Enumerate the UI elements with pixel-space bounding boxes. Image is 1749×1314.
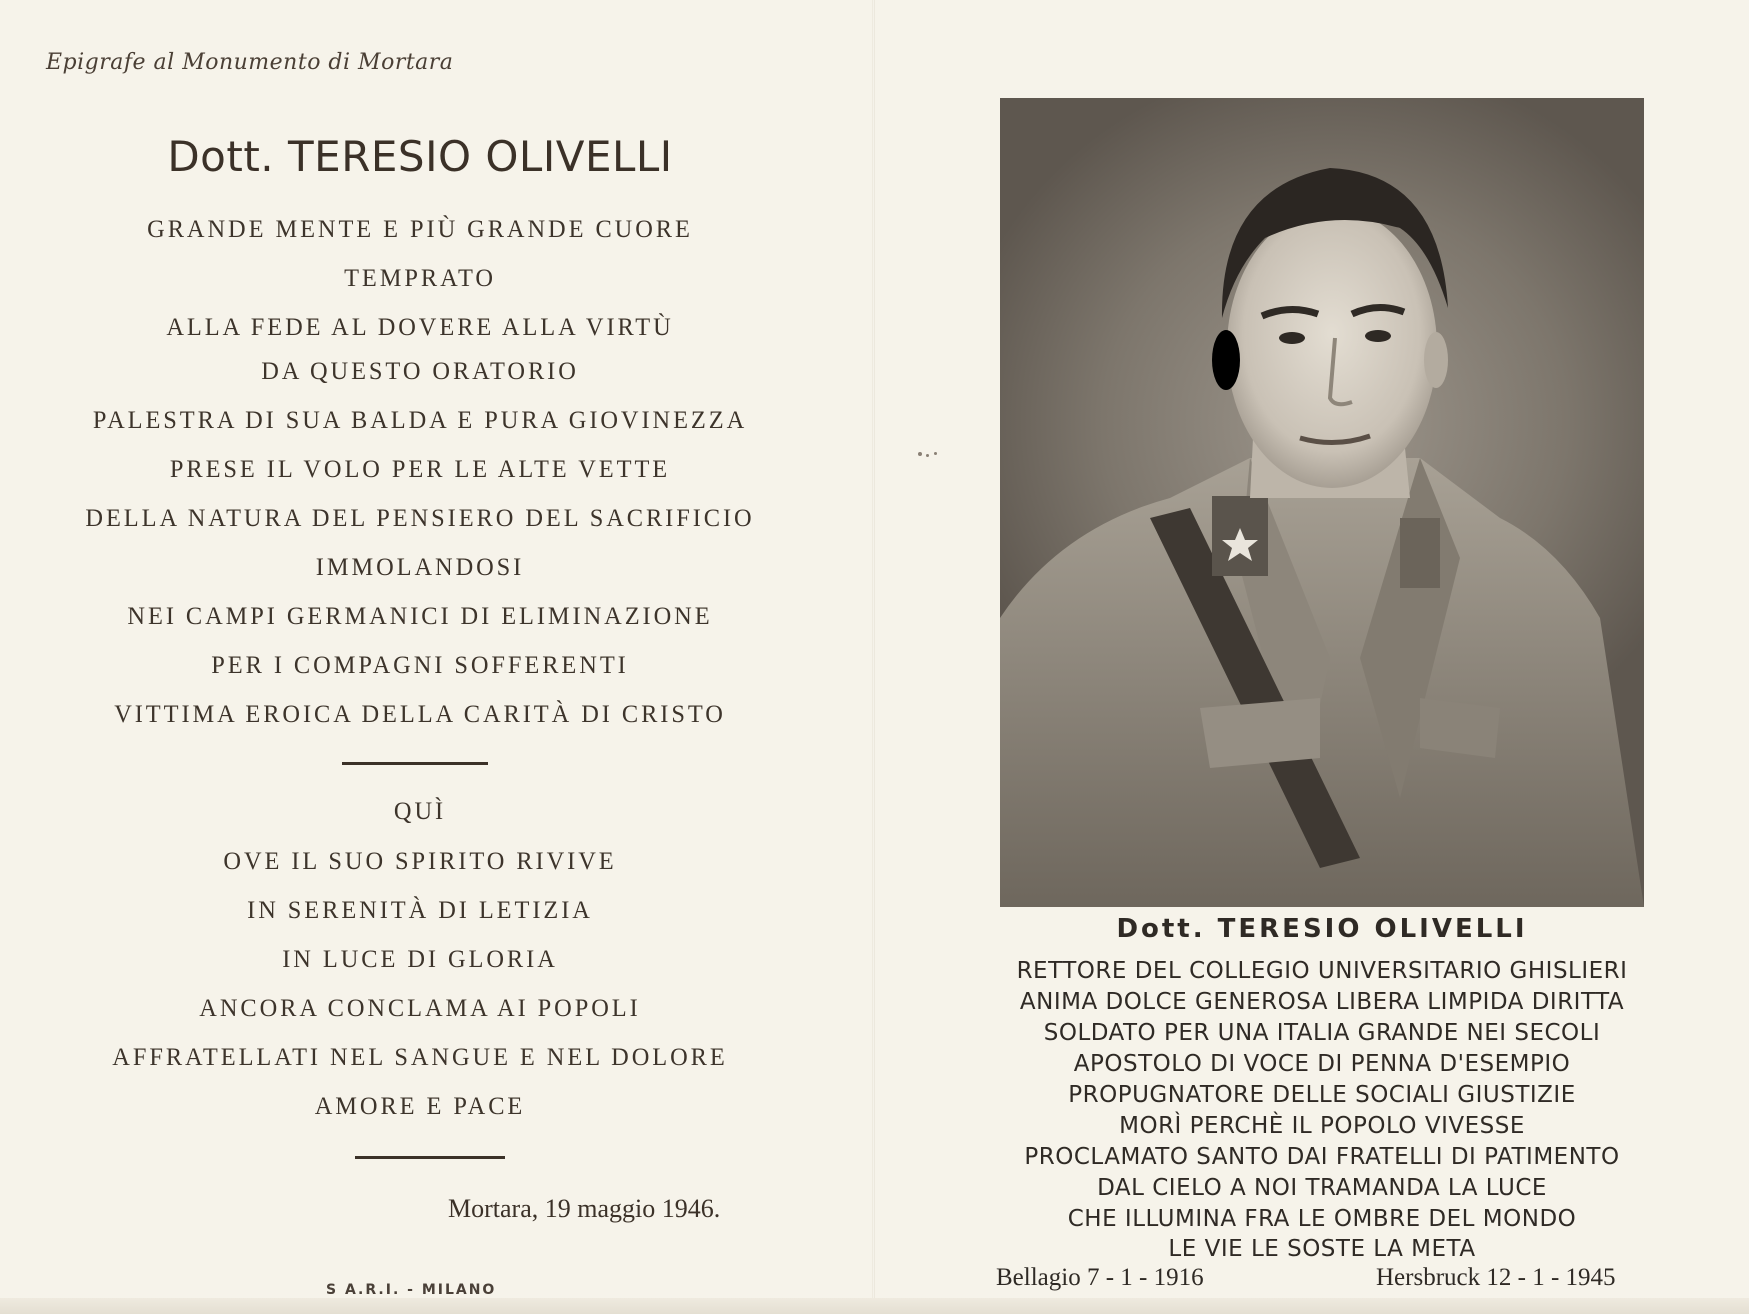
caption-line: MORÌ PERCHÈ IL POPOLO VIVESSE (1119, 1113, 1525, 1139)
verse-line: AMORE E PACE (314, 1093, 526, 1120)
death-place-date: Hersbruck 12 - 1 - 1945 (1376, 1264, 1616, 1291)
verse-line: IMMOLANDOSI (315, 554, 525, 581)
verse-line: ALLA FEDE AL DOVERE ALLA VIRTÙ (166, 314, 674, 341)
printer-mark: S A.R.I. - MILANO (326, 1282, 497, 1298)
caption-line: APOSTOLO DI VOCE DI PENNA D'ESEMPIO (1073, 1051, 1571, 1077)
caption-line: PROPUGNATORE DELLE SOCIALI GIUSTIZIE (1068, 1082, 1576, 1108)
paper-speck (934, 452, 937, 455)
verse-line: OVE IL SUO SPIRITO RIVIVE (223, 848, 617, 875)
portrait-photo (1000, 98, 1644, 907)
verse-line: IN LUCE DI GLORIA (282, 946, 558, 973)
epigraph-heading: Epigrafe al Monumento di Mortara (46, 50, 454, 75)
caption-line: DAL CIELO A NOI TRAMANDA LA LUCE (1097, 1175, 1547, 1201)
verse-line: PER I COMPAGNI SOFFERENTI (211, 652, 629, 679)
caption-line: RETTORE DEL COLLEGIO UNIVERSITARIO GHISLIERI (1016, 958, 1628, 984)
divider-rule (355, 1156, 505, 1159)
verse-line: PRESE IL VOLO PER LE ALTE VETTE (169, 456, 671, 483)
verse-line: QUÌ (393, 798, 447, 825)
paper-speck (918, 452, 922, 456)
verse-line: PALESTRA DI SUA BALDA E PURA GIOVINEZZA (92, 407, 748, 434)
portrait-illustration (1000, 98, 1644, 907)
verse-line: AFFRATELLATI NEL SANGUE E NEL DOLORE (112, 1044, 728, 1071)
verse-line: ANCORA CONCLAMA AI POPOLI (199, 995, 641, 1022)
card-fold (872, 0, 875, 1314)
birth-place-date: Bellagio 7 - 1 - 1916 (996, 1264, 1204, 1291)
verse-line: DA QUESTO ORATORIO (261, 358, 579, 385)
verse-line: TEMPRATO (344, 265, 496, 292)
verse-line: NEI CAMPI GERMANICI DI ELIMINAZIONE (127, 603, 713, 630)
date-line: Mortara, 19 maggio 1946. (448, 1194, 721, 1223)
divider-rule (342, 762, 488, 765)
card-bottom-edge (0, 1298, 1749, 1314)
caption-line: LE VIE LE SOSTE LA META (1168, 1236, 1476, 1262)
caption-line: SOLDATO PER UNA ITALIA GRANDE NEI SECOLI (1043, 1020, 1601, 1046)
caption-line: CHE ILLUMINA FRA LE OMBRE DEL MONDO (1067, 1206, 1577, 1232)
verse-line: GRANDE MENTE E PIÙ GRANDE CUORE (147, 216, 693, 243)
caption-title: Dott. TERESIO OLIVELLI (1116, 914, 1528, 944)
caption-line: ANIMA DOLCE GENEROSA LIBERA LIMPIDA DIRITTA (1019, 989, 1625, 1015)
verse-line: IN SERENITÀ DI LETIZIA (247, 897, 593, 924)
memorial-title: Dott. TERESIO OLIVELLI (167, 132, 673, 181)
left-panel (0, 0, 840, 1314)
paper-speck (926, 454, 929, 457)
verse-line: DELLA NATURA DEL PENSIERO DEL SACRIFICIO (85, 505, 755, 532)
caption-line: PROCLAMATO SANTO DAI FRATELLI DI PATIMENTO (1024, 1144, 1620, 1170)
verse-line: VITTIMA EROICA DELLA CARITÀ DI CRISTO (114, 701, 726, 728)
